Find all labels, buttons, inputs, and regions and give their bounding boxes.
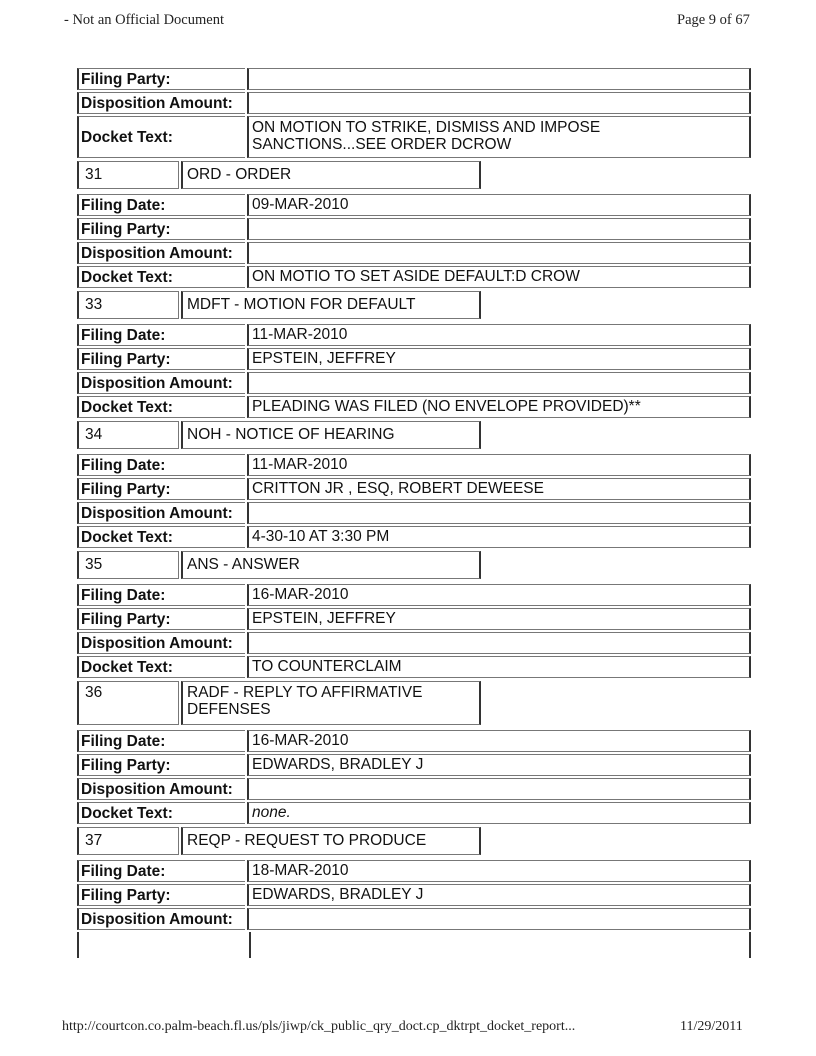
footer-url: http://courtcon.co.palm-beach.fl.us/pls/jiwp/ck_public_qry_doct.cp_dktrpt_docket_report... xyxy=(62,1019,576,1034)
filing-date-label: Filing Date: xyxy=(77,730,245,752)
disposition-amount-row xyxy=(77,242,751,264)
filing-date-row xyxy=(77,860,751,882)
docket-text-value: ON MOTIO TO SET ASIDE DEFAULT:D CROW xyxy=(247,266,751,288)
disposition-amount-label: Disposition Amount: xyxy=(77,502,245,524)
docket-entry-header xyxy=(77,161,751,189)
filing-date-row xyxy=(77,730,751,752)
disposition-amount-row xyxy=(77,778,751,800)
table-continuation xyxy=(77,932,751,958)
disposition-amount-label: Disposition Amount: xyxy=(77,908,245,930)
docket-text-row xyxy=(77,396,751,418)
docket-text-value: TO COUNTERCLAIM xyxy=(247,656,751,678)
filing-date-value: 11-MAR-2010 xyxy=(247,454,751,476)
filing-date-value: 18-MAR-2010 xyxy=(247,860,751,882)
filing-date-value: 16-MAR-2010 xyxy=(247,584,751,606)
disposition-amount-value xyxy=(247,502,751,524)
filing-date-row xyxy=(77,584,751,606)
disposition-amount-row xyxy=(77,92,751,114)
filing-party-row xyxy=(77,884,751,906)
filing-party-row xyxy=(77,348,751,370)
disposition-amount-value xyxy=(247,372,751,394)
docket-entry-header xyxy=(77,827,751,855)
disposition-amount-value xyxy=(247,242,751,264)
filing-date-row xyxy=(77,194,751,216)
docket-entry-header xyxy=(77,551,751,579)
entry-number: 31 xyxy=(77,161,179,189)
docket-text-label: Docket Text: xyxy=(77,526,245,548)
filing-date-label: Filing Date: xyxy=(77,454,245,476)
docket-text-value: none. xyxy=(247,802,751,824)
filing-party-row xyxy=(77,478,751,500)
docket-text-value: PLEADING WAS FILED (NO ENVELOPE PROVIDED)** xyxy=(247,396,751,418)
disposition-amount-value xyxy=(247,908,751,930)
docket-text-label: Docket Text: xyxy=(77,116,245,158)
filing-party-row xyxy=(77,754,751,776)
docket-text-row xyxy=(77,116,751,158)
filing-party-label: Filing Party: xyxy=(77,754,245,776)
disposition-amount-label: Disposition Amount: xyxy=(77,778,245,800)
docket-text-row xyxy=(77,266,751,288)
footer-date: 11/29/2011 xyxy=(680,1019,743,1034)
entry-type: REQP - REQUEST TO PRODUCE xyxy=(181,827,481,855)
disposition-amount-value xyxy=(247,632,751,654)
entry-number: 36 xyxy=(77,681,179,725)
filing-party-row xyxy=(77,608,751,630)
disposition-amount-row xyxy=(77,632,751,654)
docket-text-row xyxy=(77,656,751,678)
filing-party-value: CRITTON JR , ESQ, ROBERT DEWEESE xyxy=(247,478,751,500)
disposition-amount-label: Disposition Amount: xyxy=(77,242,245,264)
disposition-amount-row xyxy=(77,908,751,930)
entry-type: NOH - NOTICE OF HEARING xyxy=(181,421,481,449)
table-continuation-left xyxy=(77,932,247,958)
docket-text-label: Docket Text: xyxy=(77,396,245,418)
entry-type: ORD - ORDER xyxy=(181,161,481,189)
filing-date-label: Filing Date: xyxy=(77,324,245,346)
disposition-amount-row xyxy=(77,502,751,524)
docket-entry-header xyxy=(77,421,751,449)
filing-date-row xyxy=(77,324,751,346)
filing-date-value: 11-MAR-2010 xyxy=(247,324,751,346)
disposition-amount-label: Disposition Amount: xyxy=(77,632,245,654)
disposition-amount-row xyxy=(77,372,751,394)
disposition-amount-value xyxy=(247,778,751,800)
filing-party-value: EDWARDS, BRADLEY J xyxy=(247,754,751,776)
entry-number: 37 xyxy=(77,827,179,855)
docket-entry-header xyxy=(77,681,751,725)
docket-text-label: Docket Text: xyxy=(77,266,245,288)
disposition-amount-label: Disposition Amount: xyxy=(77,372,245,394)
filing-party-label: Filing Party: xyxy=(77,884,245,906)
filing-party-value: EPSTEIN, JEFFREY xyxy=(247,348,751,370)
disposition-amount-value xyxy=(247,92,751,114)
table-continuation-right xyxy=(249,932,751,958)
docket-text-row xyxy=(77,526,751,548)
disposition-amount-label: Disposition Amount: xyxy=(77,92,245,114)
filing-party-label: Filing Party: xyxy=(77,348,245,370)
docket-text-line: ON MOTION TO STRIKE, DISMISS AND IMPOSE xyxy=(252,119,601,136)
filing-date-value: 09-MAR-2010 xyxy=(247,194,751,216)
docket-text-line: SANCTIONS...SEE ORDER DCROW xyxy=(252,136,512,153)
docket-text-label: Docket Text: xyxy=(77,656,245,678)
filing-party-row xyxy=(77,218,751,240)
filing-date-value: 16-MAR-2010 xyxy=(247,730,751,752)
filing-party-value xyxy=(247,68,751,90)
filing-date-row xyxy=(77,454,751,476)
entry-number: 34 xyxy=(77,421,179,449)
docket-entry-header xyxy=(77,291,751,319)
entry-type-line: DEFENSES xyxy=(187,701,271,718)
entry-type-line: RADF - REPLY TO AFFIRMATIVE xyxy=(187,684,423,701)
entry-number: 33 xyxy=(77,291,179,319)
filing-party-label: Filing Party: xyxy=(77,218,245,240)
docket-text-label: Docket Text: xyxy=(77,802,245,824)
entry-type: ANS - ANSWER xyxy=(181,551,481,579)
page-number: Page 9 of 67 xyxy=(677,12,750,28)
filing-party-row xyxy=(77,68,751,90)
filing-date-label: Filing Date: xyxy=(77,584,245,606)
filing-party-label: Filing Party: xyxy=(77,478,245,500)
filing-party-label: Filing Party: xyxy=(77,608,245,630)
filing-party-value: EPSTEIN, JEFFREY xyxy=(247,608,751,630)
filing-party-value xyxy=(247,218,751,240)
docket-text-value xyxy=(247,116,751,158)
entry-type xyxy=(181,681,481,725)
filing-party-label: Filing Party: xyxy=(77,68,245,90)
entry-type: MDFT - MOTION FOR DEFAULT xyxy=(181,291,481,319)
header-disclaimer: - Not an Official Document xyxy=(64,12,224,28)
docket-text-value: 4-30-10 AT 3:30 PM xyxy=(247,526,751,548)
filing-date-label: Filing Date: xyxy=(77,860,245,882)
docket-text-row xyxy=(77,802,751,824)
filing-party-value: EDWARDS, BRADLEY J xyxy=(247,884,751,906)
filing-date-label: Filing Date: xyxy=(77,194,245,216)
entry-number: 35 xyxy=(77,551,179,579)
docket-table xyxy=(77,68,751,958)
